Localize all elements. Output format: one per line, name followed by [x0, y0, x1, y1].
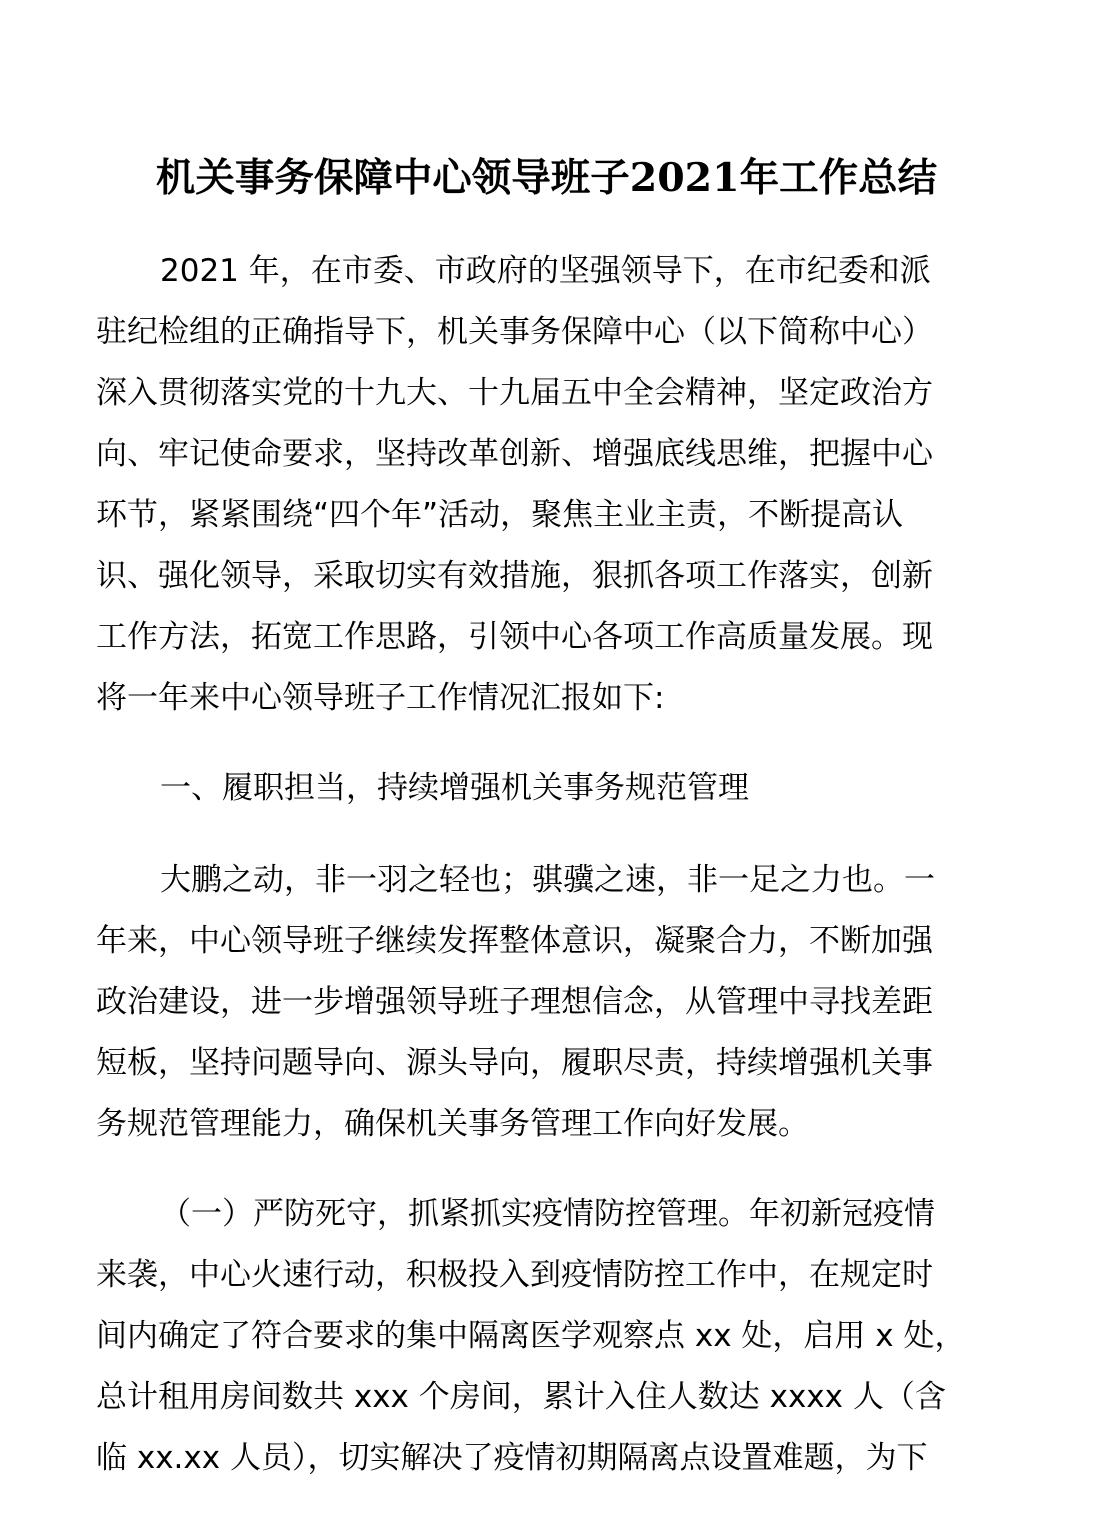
paragraph-2-line-1: 大鹏之动，非一羽之轻也；骐骥之速，非一足之力也。一	[160, 862, 935, 898]
paragraph-2-line-5: 务规范管理能力，确保机关事务管理工作向好发展。	[96, 1106, 809, 1142]
paragraph-1-line-2: 驻纪检组的正确指导下，机关事务保障中心（以下简称中心）	[96, 314, 933, 350]
paragraph-3-line-2: 来袭，中心火速行动，积极投入到疫情防控工作中，在规定时	[96, 1257, 933, 1293]
paragraph-1-line-6: 识、强化领导，采取切实有效措施，狠抓各项工作落实，创新	[96, 558, 933, 594]
document-title: 机关事务保障中心领导班子2021年工作总结	[155, 155, 938, 201]
paragraph-2-line-4: 短板，坚持问题导向、源头导向，履职尽责，持续增强机关事	[96, 1045, 933, 1081]
paragraph-1-line-1: 2021 年，在市委、市政府的坚强领导下，在市纪委和派	[160, 253, 931, 289]
paragraph-2-line-2: 年来，中心领导班子继续发挥整体意识，凝聚合力，不断加强	[96, 923, 933, 959]
paragraph-3-line-4: 总计租用房间数共 xxx 个房间，累计入住人数达 xxxx 人（含	[96, 1379, 946, 1415]
paragraph-3-line-3: 间内确定了符合要求的集中隔离医学观察点 xx 处，启用 x 处，	[96, 1318, 966, 1354]
paragraph-3-line-1: （一）严防死守，抓紧抓实疫情防控管理。年初新冠疫情	[160, 1196, 935, 1232]
paragraph-1-line-5: 环节，紧紧围绕“四个年”活动，聚焦主业主责，不断提高认	[96, 497, 904, 533]
paragraph-1-line-3: 深入贯彻落实党的十九大、十九届五中全会精神，坚定政治方	[96, 375, 933, 411]
paragraph-2-line-3: 政治建设，进一步增强领导班子理想信念，从管理中寻找差距	[96, 984, 933, 1020]
paragraph-1-line-7: 工作方法，拓宽工作思路，引领中心各项工作高质量发展。现	[96, 619, 933, 655]
section-heading-1: 一、履职担当，持续增强机关事务规范管理	[160, 770, 749, 806]
paragraph-1-line-8: 将一年来中心领导班子工作情况汇报如下:	[96, 680, 665, 716]
paragraph-1-line-4: 向、牢记使命要求，坚持改革创新、增强底线思维，把握中心	[96, 436, 933, 472]
paragraph-3-line-5: 临 xx.xx 人员），切实解决了疫情初期隔离点设置难题，为下	[96, 1440, 928, 1476]
